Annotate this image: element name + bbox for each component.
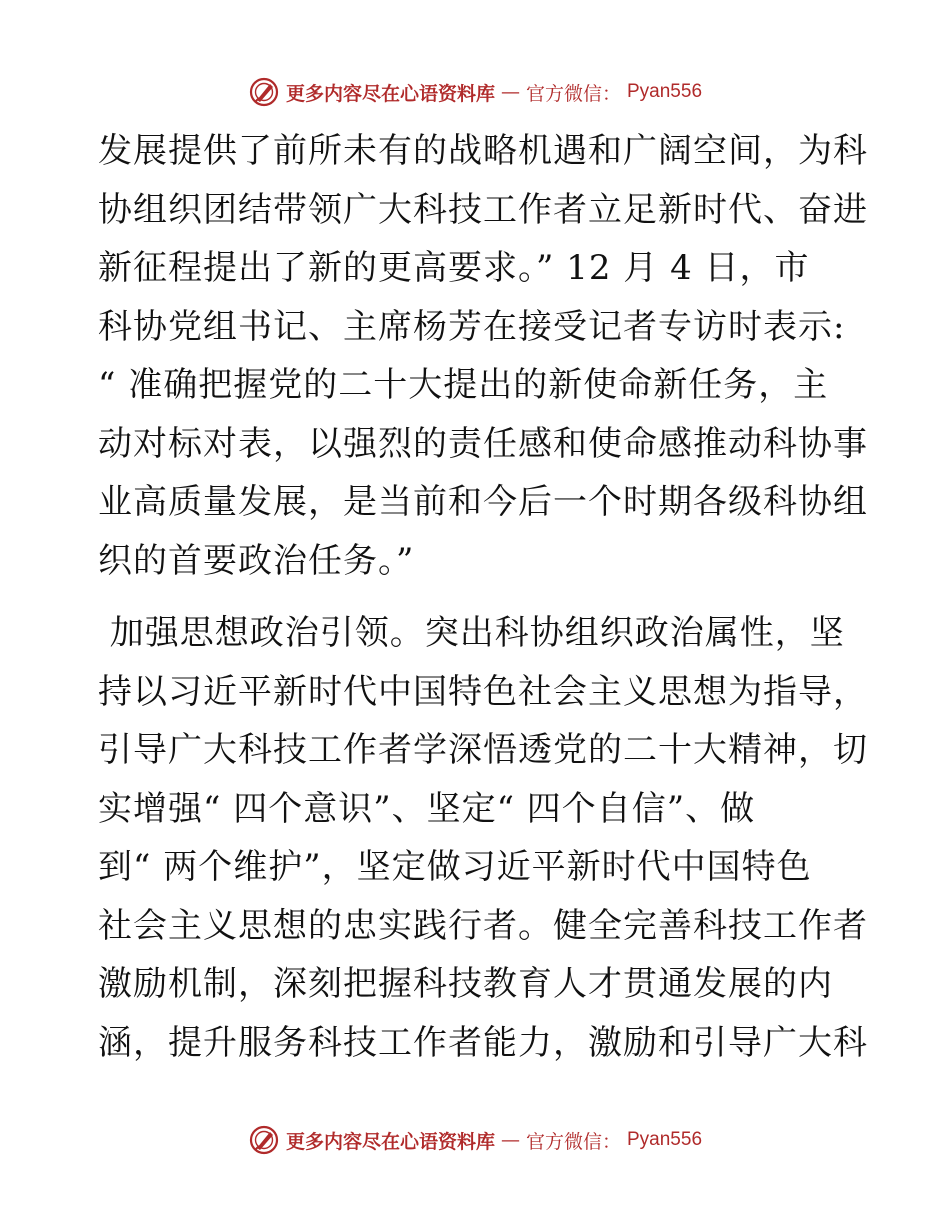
text-line: 新征程提出了新的更高要求。” 12 月 4 日，市	[98, 248, 810, 288]
header-watermark-banner	[0, 72, 950, 112]
text-line: 持以习近平新时代中国特色社会主义思想为指导，	[98, 671, 868, 712]
document-body	[98, 122, 868, 1072]
banner-site-text: 更多内容尽在心语资料库	[285, 1130, 495, 1153]
banner-official-label: 官方微信：	[525, 82, 621, 105]
text-line: 涵，提升服务科技工作者能力，激励和引导广大科	[98, 1022, 868, 1063]
banner-separator: —	[500, 81, 520, 103]
banner-site-text: 更多内容尽在心语资料库	[285, 82, 495, 105]
quill-logo-icon	[248, 76, 280, 108]
banner-wechat-id: Pyan556	[627, 81, 703, 102]
quill-logo-icon	[248, 1124, 280, 1156]
paragraph-spacer	[98, 590, 858, 604]
text-line: 动对标对表，以强烈的责任感和使命感推动科协事	[98, 423, 868, 464]
text-line: 实增强“ 四个意识”、坚定“ 四个自信”、做	[98, 788, 756, 829]
text-line: 织的首要政治任务。”	[98, 540, 415, 581]
text-line: 发展提供了前所未有的战略机遇和广阔空间，为科	[98, 131, 868, 171]
banner-separator: —	[500, 1129, 520, 1151]
paragraph-1	[98, 122, 868, 590]
text-line: 激励机制，深刻把握科技教育人才贯通发展的内	[98, 964, 833, 1004]
text-line: 到“ 两个维护”，坚定做习近平新时代中国特色	[98, 847, 812, 887]
text-line: 协组织团结带领广大科技工作者立足新时代、奋进	[98, 189, 868, 230]
text-line: 社会主义思想的忠实践行者。健全完善科技工作者	[98, 905, 868, 946]
paragraph-2	[98, 604, 868, 1072]
text-line: 加强思想政治引领。突出科协组织政治属性，坚	[98, 613, 845, 653]
text-line: 业高质量发展，是当前和今后一个时期各级科协组	[98, 482, 868, 522]
text-line: “ 准确把握党的二十大提出的新使命新任务，主	[98, 365, 829, 405]
banner-wechat-id: Pyan556	[627, 1129, 703, 1150]
text-line: 科协党组书记、主席杨芳在接受记者专访时表示:	[98, 306, 846, 347]
text-line: 引导广大科技工作者学深悟透党的二十大精神，切	[98, 730, 868, 770]
footer-watermark-banner	[0, 1120, 950, 1160]
banner-official-label: 官方微信：	[525, 1130, 621, 1153]
